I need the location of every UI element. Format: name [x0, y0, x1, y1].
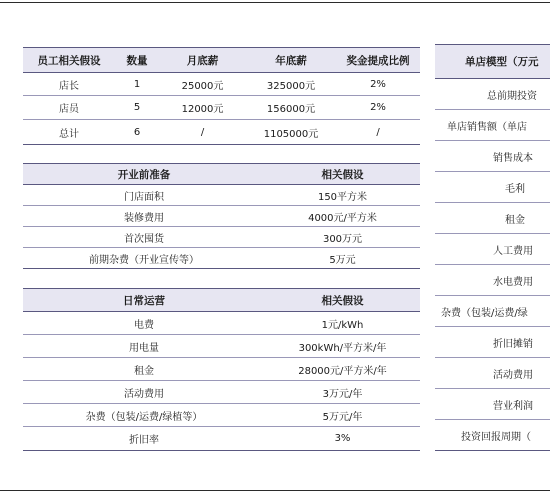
table-row: [23, 96, 420, 120]
table-row: [435, 110, 550, 141]
header-monthly-salary: 月底薪: [186, 54, 219, 67]
table-row: [435, 172, 550, 203]
cell: 325000元: [266, 80, 316, 92]
table-row: [435, 327, 550, 358]
table-header-row: [23, 48, 420, 73]
cell: 3万元/年: [322, 388, 363, 400]
table-header-row: [435, 45, 550, 79]
table-row: [23, 185, 420, 206]
cell: 25000元: [181, 80, 224, 92]
header-staff: 员工相关假设: [37, 54, 101, 67]
table-row: [435, 265, 550, 296]
cell: 前期杂费（开业宣传等）: [89, 254, 199, 266]
bottom-rule: [0, 490, 550, 491]
header-bonus-ratio: 奖金提成比例: [346, 54, 410, 67]
staff-assumptions-table: [23, 47, 420, 145]
cell: 单店销售额（单店: [447, 121, 527, 133]
cell: 店长: [59, 80, 79, 92]
cell: 156000元: [266, 104, 316, 115]
cell: 1: [133, 78, 141, 90]
header-annual-salary: 年底薪: [275, 54, 307, 67]
table-row: [23, 427, 420, 451]
pre-opening-table: [23, 163, 420, 269]
table-row: [23, 381, 420, 404]
table-row: [23, 358, 420, 381]
cell: 2%: [370, 78, 386, 90]
header-assumption: 相关假设: [321, 294, 364, 307]
cell: 电费: [134, 319, 154, 331]
cell: 装修费用: [124, 212, 164, 224]
table-header-row: [23, 164, 420, 185]
cell: 门店面积: [124, 191, 164, 203]
table-row: [23, 206, 420, 227]
cell: 4000元/平方米: [308, 212, 377, 224]
table-row: [435, 296, 550, 327]
table-row: [435, 389, 550, 420]
cell: 用电量: [129, 342, 159, 354]
cell: 300万元: [322, 233, 363, 245]
cell: 3%: [334, 433, 351, 444]
cell: 营业利润: [493, 400, 533, 412]
header-count: 数量: [126, 54, 148, 67]
table-header-row: [23, 289, 420, 312]
cell: 折旧摊销: [493, 338, 533, 350]
cell: 5: [133, 102, 141, 113]
top-rule: [0, 2, 550, 3]
cell: 折旧率: [129, 435, 159, 446]
cell: 店员: [59, 104, 79, 115]
cell: 5万元: [329, 254, 356, 266]
cell: 1元/kWh: [321, 319, 364, 331]
cell: 12000元: [181, 104, 224, 115]
cell: 杂费（包装/运费/绿植等）: [85, 411, 203, 423]
table-row: [23, 312, 420, 335]
header-assumption: 相关假设: [321, 168, 364, 181]
cell: 毛利: [505, 183, 525, 195]
table-row: [23, 248, 420, 269]
table-row: [23, 227, 420, 248]
cell: /: [200, 126, 205, 138]
table-row: [435, 358, 550, 389]
cell: 300kWh/平方米/年: [298, 342, 387, 354]
store-model-table: [435, 44, 550, 451]
table-row: [435, 234, 550, 265]
daily-operations-table: [23, 288, 420, 451]
cell: 总前期投资: [487, 90, 537, 102]
header-preparation: 开业前准备: [117, 168, 171, 181]
table-row: [435, 203, 550, 234]
cell: 人工费用: [493, 245, 533, 257]
cell: 活动费用: [493, 369, 533, 381]
cell: 1105000元: [263, 128, 319, 140]
cell: /: [376, 126, 380, 138]
table-row: [23, 404, 420, 427]
cell: 总计: [59, 128, 79, 140]
table-row: [23, 120, 420, 145]
cell: 水电费用: [493, 276, 533, 288]
table-row: [435, 420, 550, 451]
table-row: [23, 335, 420, 358]
cell: 2%: [370, 102, 386, 113]
table-row: [435, 79, 550, 110]
cell: 首次囤货: [124, 233, 164, 245]
cell: 28000元/平方米/年: [298, 365, 387, 377]
cell: 租金: [134, 365, 154, 377]
cell: 6: [133, 126, 141, 138]
header-operations: 日常运营: [123, 294, 165, 307]
table-row: [23, 73, 420, 96]
table-row: [435, 141, 550, 172]
cell: 5万元/年: [322, 411, 363, 423]
cell: 活动费用: [124, 388, 164, 400]
cell: 杂费（包装/运费/绿: [441, 307, 528, 319]
cell: 租金: [505, 214, 525, 226]
cell: 150平方米: [317, 191, 368, 203]
cell: 投资回报周期（: [461, 431, 531, 443]
header-store-model: 单店模型（万元: [465, 56, 539, 68]
cell: 销售成本: [493, 152, 533, 164]
